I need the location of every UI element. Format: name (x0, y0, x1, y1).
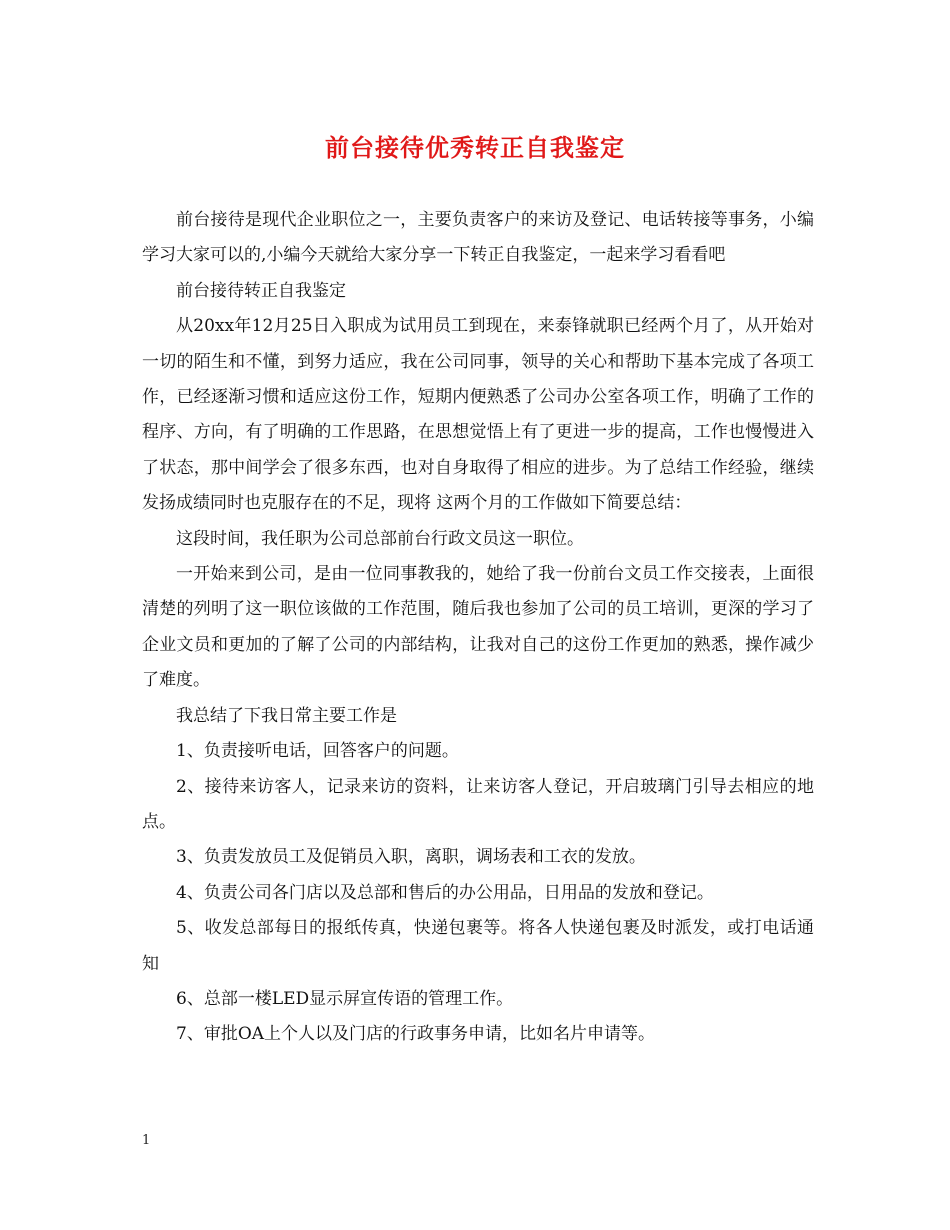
list-item: 1、负责接听电话，回答客户的问题。 (176, 741, 459, 762)
section-heading: 前台接待转正自我鉴定 (176, 280, 346, 301)
list-item: 2、接待来访客人，记录来访的资料，让来访客人登记，开启玻璃门引导去相应的地点。 (142, 776, 814, 832)
body-paragraph: 这段时间，我任职为公司总部前台行政文员这一职位。 (176, 528, 584, 549)
intro-paragraph: 前台接待是现代企业职位之一，主要负责客户的来访及登记、电话转接等事务，小编学习大家可以的,小编今天就给大家分享一下转正自我鉴定，一起来学习看看吧 (142, 210, 814, 266)
list-item: 3、负责发放员工及促销员入职，离职，调场表和工衣的发放。 (176, 847, 646, 868)
body-paragraph: 从20xx年12月25日入职成为试用员工到现在，来泰锋就职已经两个月了，从开始对一切的陌生和不懂，到努力适应，我在公司同事，领导的关心和帮助下基本完成了各项工作，已经逐渐习惯和适应这份工作，短期内便熟悉了公司办公室各项工作，明确了工作的程序、方向，有了明确的工作思路，在思想觉悟上有了更进一步的提高，工作也慢慢进入了状态，那中间学会了很多东西，也对自身取得了相应的进步。为了总结工作经验，继续发扬成绩同时也克服存在的不足，现将 这两个月的工作做如下简要总结： (142, 316, 814, 514)
page-number: 1 (142, 1133, 151, 1148)
document-body (142, 203, 814, 1053)
list-item: 6、总部一楼LED显示屏宣传语的管理工作。 (176, 988, 514, 1009)
list-item: 4、负责公司各门店以及总部和售后的办公用品，日用品的发放和登记。 (176, 882, 714, 903)
body-paragraph: 一开始来到公司，是由一位同事教我的，她给了我一份前台文员工作交接表，上面很清楚的列明了这一职位该做的工作范围，随后我也参加了公司的员工培训，更深的学习了企业文员和更加的了解了公司的内部结构，让我对自己的这份工作更加的熟悉，操作减少了难度。 (142, 564, 814, 691)
list-item: 7、审批OA上个人以及门店的行政事务申请，比如名片申请等。 (176, 1024, 656, 1045)
page-title: 前台接待优秀转正自我鉴定 (325, 133, 625, 162)
list-intro: 我总结了下我日常主要工作是 (176, 705, 397, 726)
list-item: 5、收发总部每日的报纸传真，快递包裹等。将各人快递包裹及时派发，或打电话通知 (142, 918, 814, 974)
